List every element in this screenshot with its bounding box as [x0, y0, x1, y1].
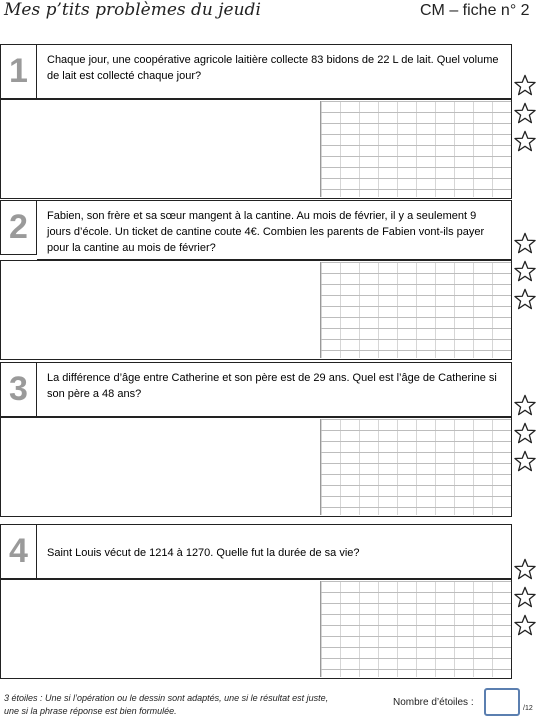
problem-number: 1 [0, 44, 37, 99]
problem-statement: Saint Louis vécut de 1214 à 1270. Quelle fut la durée de sa vie? [37, 524, 512, 579]
star-rating [514, 74, 540, 158]
problem-number: 3 [0, 362, 37, 417]
calculation-grid[interactable] [320, 262, 511, 358]
worksheet-title: Mes p’tits problèmes du jeudi [4, 0, 261, 20]
calculation-grid[interactable] [320, 419, 511, 515]
star-outline-icon[interactable] [514, 288, 536, 310]
star-outline-icon[interactable] [514, 102, 536, 124]
star-count-total: /12 [523, 705, 533, 712]
problem-statement: Chaque jour, une coopérative agricole laitière collecte 83 bidons de 22 L de lait. Quel volume de lait est collecté chaque jour? [37, 44, 512, 99]
star-outline-icon[interactable] [514, 586, 536, 608]
star-count-label: Nombre d’étoiles : [393, 697, 474, 708]
star-rating [514, 394, 540, 478]
star-rating [514, 232, 540, 316]
star-outline-icon[interactable] [514, 232, 536, 254]
star-outline-icon[interactable] [514, 394, 536, 416]
problem-statement: La différence d’âge entre Catherine et son père est de 29 ans. Quel est l’âge de Catherine si son père a 48 ans? [37, 362, 512, 417]
sheet-number: CM – fiche n° 2 [420, 2, 530, 19]
star-outline-icon[interactable] [514, 74, 536, 96]
problem-number: 4 [0, 524, 37, 579]
star-outline-icon[interactable] [514, 260, 536, 282]
star-outline-icon[interactable] [514, 422, 536, 444]
star-outline-icon[interactable] [514, 558, 536, 580]
star-outline-icon[interactable] [514, 450, 536, 472]
calculation-grid[interactable] [320, 101, 511, 197]
scoring-note: 3 étoiles : Une si l’opération ou le dessin sont adaptés, une si le résultat est juste, une si la phrase réponse est bien formulée. [4, 693, 329, 716]
problem-number: 2 [0, 200, 37, 255]
calculation-grid[interactable] [320, 581, 511, 677]
star-outline-icon[interactable] [514, 130, 536, 152]
problem-statement: Fabien, son frère et sa sœur mangent à la cantine. Au mois de février, il y a seulement 9 jours d’école. Un ticket de cantine coute 4€. Combien les parents de Fabien vont-ils payer pour la cantine au mois de février? [37, 200, 512, 260]
star-outline-icon[interactable] [514, 614, 536, 636]
star-count-field[interactable] [484, 688, 520, 716]
star-rating [514, 558, 540, 642]
